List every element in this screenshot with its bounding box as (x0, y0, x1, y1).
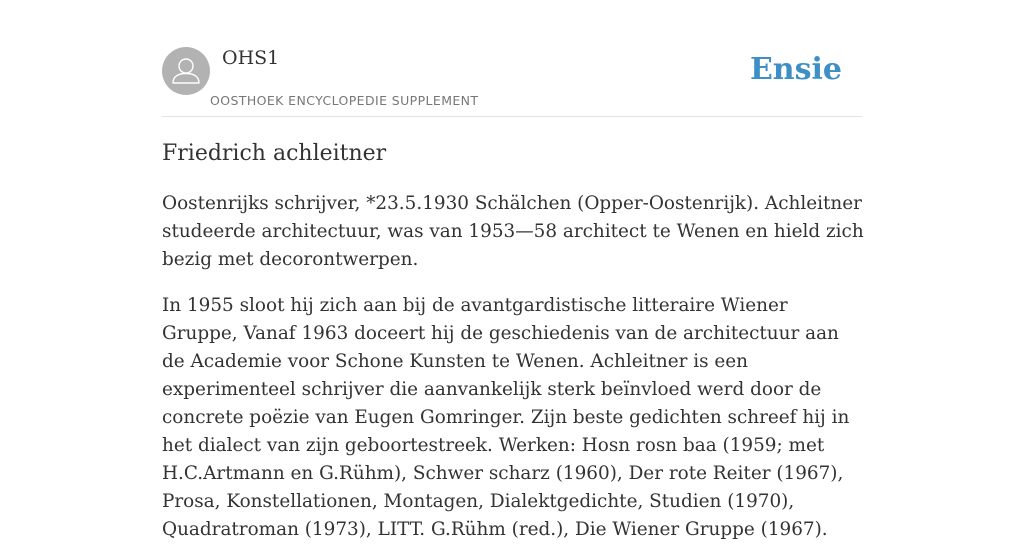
avatar[interactable] (162, 47, 210, 95)
article-paragraph: In 1955 sloot hij zich aan bij de avantgardistische litteraire Wiener Gruppe, Vanaf 1963 doceert hij de geschiedenis van de architectuur aan de Academie voor Schone Kunsten te Wenen. Achleitner is een experimenteel schrijver die aanvankelijk sterk beïnvloed werd door de concrete poëzie van Eugen Gomringer. Zijn beste gedichten schreef hij in het dialect van zijn geboortestreek. Werken: Hosn rosn baa (1959; met H.C.Artmann en G.Rühm), Schwer scharz (1960), Der rote Reiter (1967), Prosa, Konstellationen, Montagen, Dialektgedichte, Studien (1970), Quadratroman (1973), LITT. G.Rühm (red.), Die Wiener Gruppe (1967). (162, 295, 850, 540)
article-title: Friedrich achleitner (162, 141, 387, 166)
ensie-logo[interactable]: Ensie (749, 52, 842, 87)
source-name-link[interactable]: OOSTHOEK ENCYCLOPEDIE SUPPLEMENT (210, 93, 479, 108)
article (162, 138, 864, 544)
article-paragraph: Oostenrijks schrijver, *23.5.1930 Schälchen (Opper-Oostenrijk). Achleitner studeerde architectuur, was van 1953—58 architect te Wenen en hield zich bezig met decorontwerpen. (162, 193, 864, 270)
source-code-link[interactable]: OHS1 (222, 47, 280, 69)
page-header (162, 46, 862, 117)
user-icon (162, 47, 210, 95)
